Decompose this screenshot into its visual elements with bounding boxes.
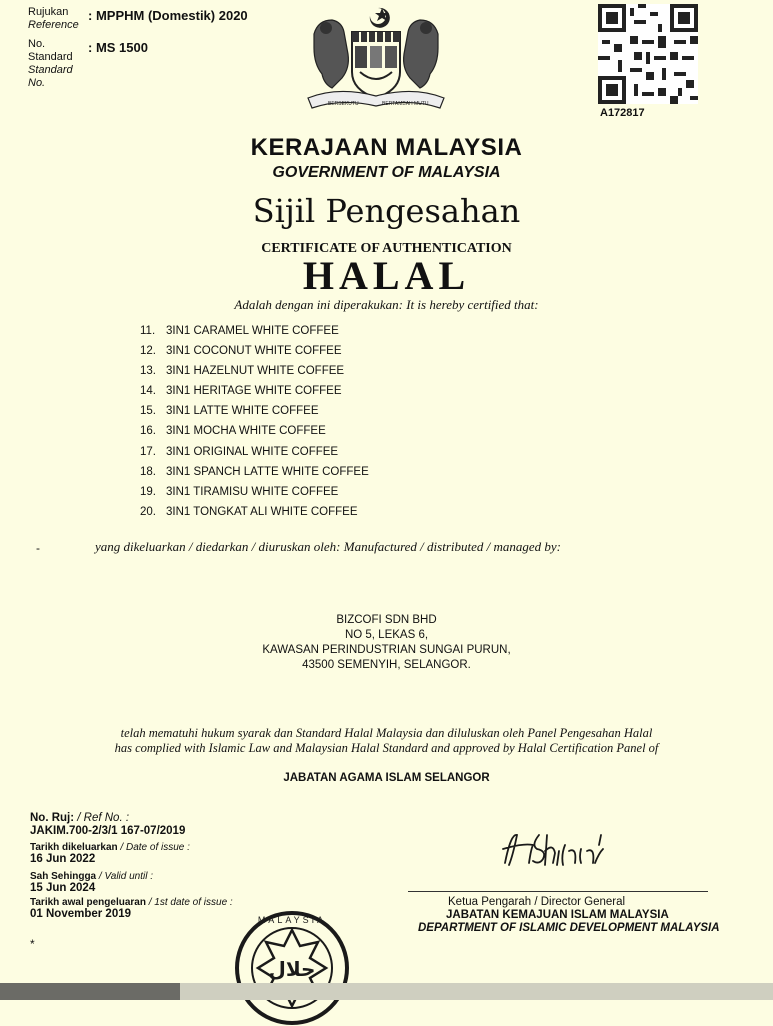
valid-until-label: Sah Sehingga: [30, 871, 97, 882]
std-label-ms1: No.: [28, 38, 46, 50]
product-name: 3IN1 ORIGINAL WHITE COFFEE: [166, 445, 339, 458]
std-label: [28, 38, 73, 90]
ref-label-en: Reference: [28, 19, 79, 31]
compliance-line-en: has complied with Islamic Law and Malaysian Halal Standard and approved by Halal Certification Panel of: [114, 741, 659, 755]
company-address-line: NO 5, LEKAS 6,: [344, 629, 429, 641]
list-item: [140, 506, 369, 526]
ref-no-value: JAKIM.700-2/3/1 167-07/2019: [30, 825, 186, 837]
product-number: 19.: [140, 485, 156, 498]
certified-statement: Adalah dengan ini diperakukan: It is hereby certified that:: [234, 297, 539, 312]
product-number: 13.: [140, 365, 156, 378]
company-block: [0, 613, 773, 673]
seal-top-text: MALAYSIA: [257, 915, 327, 925]
product-name: 3IN1 TIRAMISU WHITE COFFEE: [166, 485, 339, 498]
manufactured-statement: yang dikeluarkan / diedarkan / diuruskan oleh: Manufactured / distributed / managed by:: [95, 539, 561, 554]
std-label-ms2: Standard: [28, 51, 73, 63]
list-item: [140, 325, 369, 345]
product-number: 16.: [140, 425, 156, 438]
signatory-department-ms: JABATAN KEMAJUAN ISLAM MALAYSIA: [446, 909, 669, 921]
valid-until-value: 15 Jun 2024: [30, 882, 96, 894]
list-item: [140, 365, 369, 385]
list-item: [140, 385, 369, 405]
product-name: 3IN1 HAZELNUT WHITE COFFEE: [166, 365, 345, 378]
issue-date-label: Tarikh dikeluarkan: [30, 842, 118, 853]
product-name: 3IN1 COCONUT WHITE COFFEE: [166, 345, 342, 358]
ref-label: [28, 6, 79, 32]
product-number: 17.: [140, 445, 156, 458]
product-number: 15.: [140, 405, 156, 418]
product-number: 18.: [140, 465, 156, 478]
signatory-department-en: DEPARTMENT OF ISLAMIC DEVELOPMENT MALAYSIA: [418, 922, 720, 934]
title-certificate-ms: Sijil Pengesahan: [252, 192, 521, 230]
manufactured-dash: -: [36, 541, 40, 555]
compliance-statement: [0, 726, 773, 756]
product-number: 20.: [140, 505, 156, 518]
product-name: 3IN1 MOCHA WHITE COFFEE: [166, 425, 326, 438]
signatory-title: Ketua Pengarah / Director General: [448, 896, 626, 908]
qr-code-icon: [598, 4, 698, 104]
list-item: [140, 345, 369, 365]
product-name: 3IN1 TONGKAT ALI WHITE COFFEE: [166, 505, 358, 518]
footnote-star: *: [30, 937, 35, 951]
bottom-band: [0, 983, 773, 1000]
list-item: [140, 486, 369, 506]
list-item: [140, 425, 369, 445]
coat-of-arms-icon: [300, 4, 452, 118]
ref-no-label: No. Ruj:: [30, 812, 75, 824]
compliance-line-ms: telah mematuhi hukum syarak dan Standard Halal Malaysia dan diluluskan oleh Panel Pengesahan Halal: [120, 726, 653, 740]
title-halal: HALAL: [302, 253, 471, 298]
crest-motto-left: BERSEKUTU: [328, 101, 359, 107]
signature-line: [408, 891, 708, 892]
first-issue-value: 01 November 2019: [30, 908, 132, 920]
std-value: : MS 1500: [88, 40, 148, 55]
company-address-line: 43500 SEMENYIH, SELANGOR.: [302, 659, 471, 671]
list-item: [140, 405, 369, 425]
issue-date-value: 16 Jun 2022: [30, 853, 96, 865]
signature-icon: [495, 815, 625, 875]
product-name: 3IN1 SPANCH LATTE WHITE COFFEE: [166, 465, 369, 478]
product-name: 3IN1 HERITAGE WHITE COFFEE: [166, 385, 342, 398]
reference-block: [30, 812, 233, 920]
company-address-line: KAWASAN PERINDUSTRIAN SUNGAI PURUN,: [262, 644, 511, 656]
ref-label-ms: Rujukan: [28, 6, 69, 18]
std-label-en2: No.: [28, 77, 46, 89]
list-item: [140, 446, 369, 466]
halal-seal-icon: [234, 910, 350, 1026]
title-government-en: GOVERNMENT OF MALAYSIA: [272, 164, 501, 181]
product-number: 14.: [140, 385, 156, 398]
product-name: 3IN1 CARAMEL WHITE COFFEE: [166, 325, 339, 337]
crest-motto-right: BERTAMBAH MUTU: [382, 101, 429, 107]
certification-panel: JABATAN AGAMA ISLAM SELANGOR: [283, 772, 490, 784]
product-number: 11.: [140, 325, 156, 337]
product-name: 3IN1 LATTE WHITE COFFEE: [166, 405, 319, 418]
list-item: [140, 466, 369, 486]
title-government-ms: KERAJAAN MALAYSIA: [250, 134, 523, 161]
std-label-en1: Standard: [28, 64, 73, 76]
valid-until-label-en: / Valid until :: [96, 871, 154, 882]
company-name: BIZCOFI SDN BHD: [336, 614, 437, 626]
ref-no-label-en: / Ref No. :: [74, 812, 130, 824]
seal-arabic-text: حلال: [268, 957, 316, 981]
issue-date-label-en: / Date of issue :: [117, 842, 190, 853]
first-issue-label: Tarikh awal pengeluaran: [30, 897, 146, 908]
title-certificate-en: CERTIFICATE OF AUTHENTICATION: [261, 241, 512, 256]
product-list: [140, 325, 369, 526]
product-number: 12.: [140, 345, 156, 358]
first-issue-label-en: / 1st date of issue :: [145, 897, 233, 908]
ref-value: : MPPHM (Domestik) 2020: [88, 8, 248, 23]
qr-code-label: A172817: [600, 107, 645, 119]
